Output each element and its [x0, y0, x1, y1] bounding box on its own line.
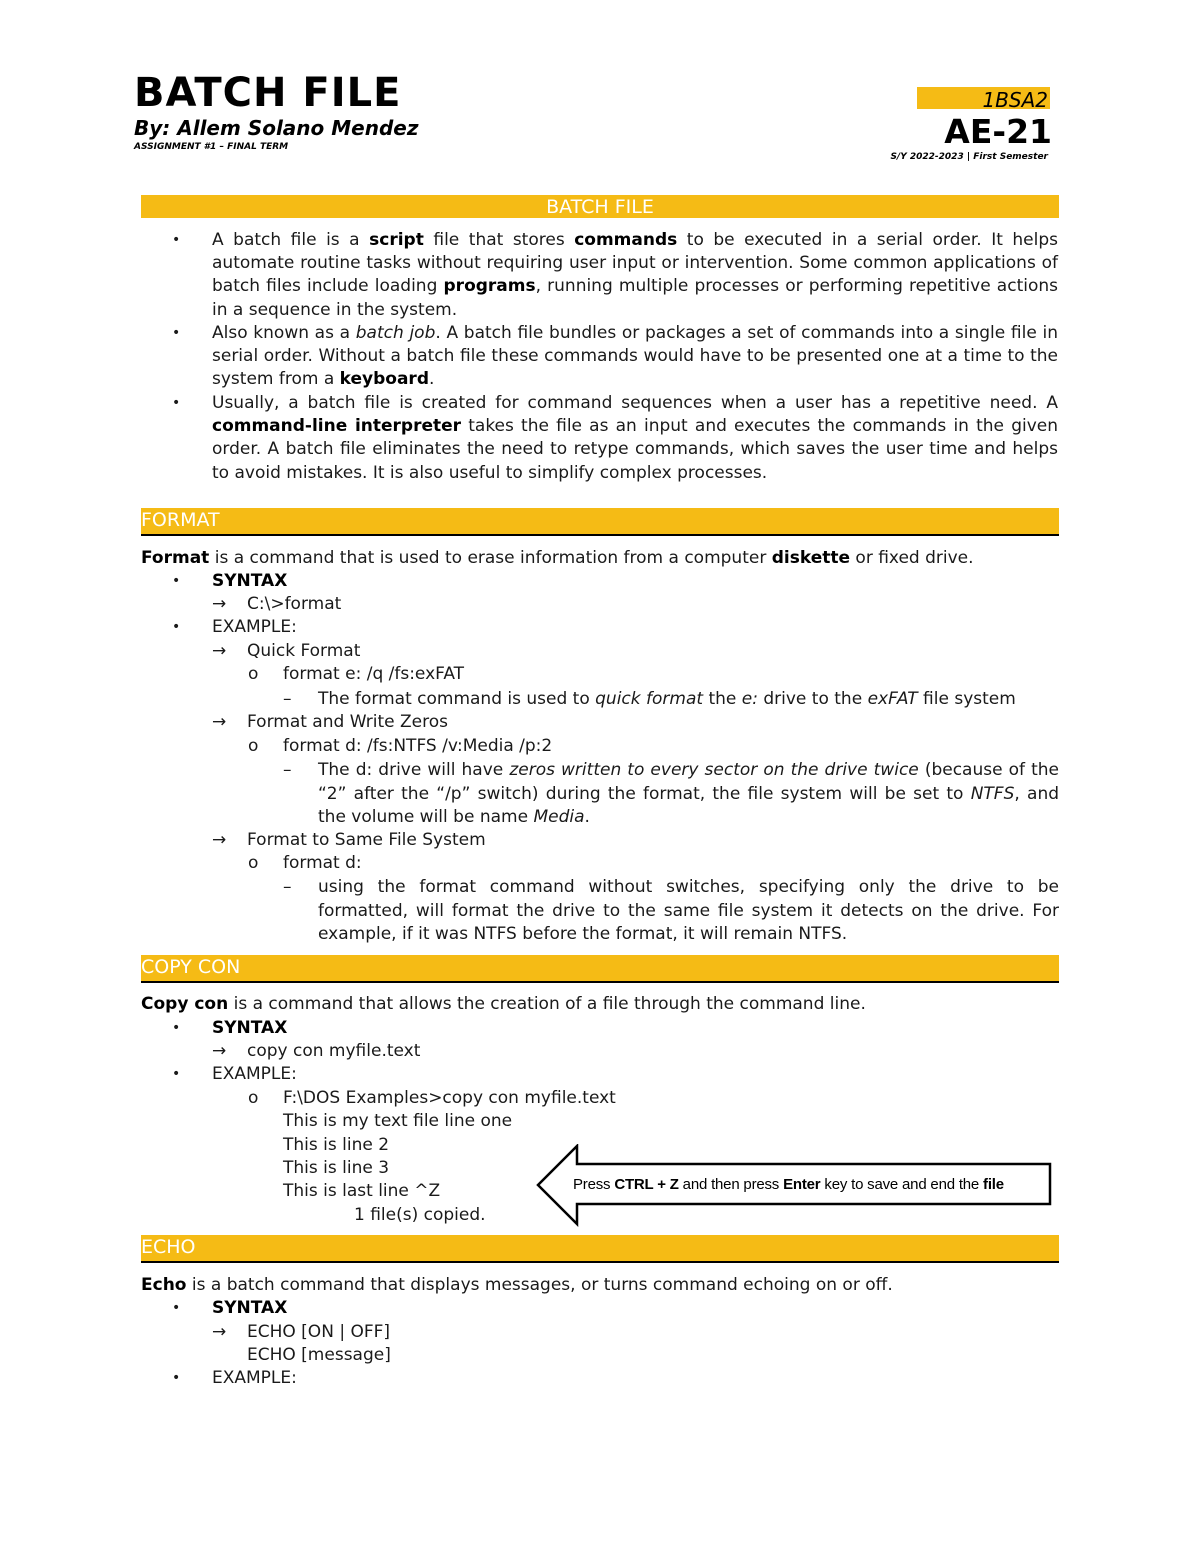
arrow-icon: →	[212, 1041, 227, 1061]
assignment-label: ASSIGNMENT #1 – FINAL TERM	[134, 142, 289, 152]
dash-icon: –	[283, 760, 292, 780]
batch-file-bullet-1: A batch file is a script file that stores commands to be executed in a serial order. It helps automate routine tasks without requiring user input or intervention. Some common applications of batch files include loading programs, running multiple processes or performing repetitive actions in a sequence in the system.	[212, 230, 1059, 320]
dash-icon: –	[283, 877, 292, 897]
arrow-icon: →	[212, 641, 227, 661]
arrow-icon: →	[212, 830, 227, 850]
circle-bullet-icon: o	[248, 664, 259, 684]
format-example-2-description: The d: drive will have zeros written to every sector on the drive twice (because of the “2” after the “/p” switch) during the format, the file system will be set to NTFS, and the volume will be name Media.	[318, 760, 1060, 827]
format-example-label: EXAMPLE:	[212, 617, 297, 637]
echo-syntax-2: ECHO [message]	[247, 1345, 391, 1365]
bullet-icon: •	[172, 232, 181, 248]
bullet-icon: •	[172, 325, 181, 341]
copy-con-example-label: EXAMPLE:	[212, 1064, 297, 1084]
copy-con-line: This is last line ^Z	[283, 1181, 441, 1201]
echo-syntax-label: SYNTAX	[212, 1298, 288, 1318]
author-line: By: Allem Solano Mendez	[134, 116, 419, 140]
course-code: AE-21	[944, 112, 1052, 151]
format-example-1-command: format e: /q /fs:exFAT	[283, 664, 465, 684]
bullet-icon: •	[172, 1066, 181, 1082]
format-example-3-command: format d:	[283, 853, 362, 873]
copy-con-line: This is line 3	[283, 1158, 390, 1178]
format-intro: Format is a command that is used to erase information from a computer diskette or fixed drive.	[141, 548, 974, 568]
circle-bullet-icon: o	[248, 1088, 259, 1108]
document-title: BATCH FILE	[134, 70, 402, 116]
format-syntax: C:\>format	[247, 594, 342, 614]
format-example-2-command: format d: /fs:NTFS /v:Media /p:2	[283, 736, 553, 756]
circle-bullet-icon: o	[248, 853, 259, 873]
section-heading-copy-con: COPY CON	[141, 955, 1059, 983]
copy-con-syntax: copy con myfile.text	[247, 1041, 421, 1061]
copy-con-intro: Copy con is a command that allows the creation of a file through the command line.	[141, 994, 866, 1014]
batch-file-bullet-3: Usually, a batch file is created for command sequences when a user has a repetitive need. A command-line interpreter takes the file as an input and executes the commands in the given order. A batch file eliminates the need to retype commands, which saves the user time and helps to avoid mistakes. It is also useful to simplify complex processes.	[212, 393, 1058, 483]
bullet-icon: •	[172, 1370, 181, 1386]
format-example-1-description: The format command is used to quick format the e: drive to the exFAT file system	[318, 689, 1016, 709]
copy-con-result: 1 file(s) copied.	[354, 1205, 486, 1225]
bullet-icon: •	[172, 1020, 181, 1036]
copy-con-line: This is line 2	[283, 1135, 390, 1155]
bullet-icon: •	[172, 395, 181, 411]
arrow-icon: →	[212, 1322, 227, 1342]
copy-con-line: F:\DOS Examples>copy con myfile.text	[283, 1088, 616, 1108]
copy-con-line: This is my text file line one	[283, 1111, 513, 1131]
circle-bullet-icon: o	[248, 736, 259, 756]
arrow-icon: →	[212, 712, 227, 732]
format-syntax-label: SYNTAX	[212, 571, 288, 591]
bullet-icon: •	[172, 619, 181, 635]
section-heading-format: FORMAT	[141, 508, 1059, 536]
format-example-3-title: Format to Same File System	[247, 830, 486, 850]
batch-file-bullet-2: Also known as a batch job. A batch file bundles or packages a set of commands into a single file in serial order. Without a batch file these commands would have to be presented one at a time to the system from a keyboard.	[212, 323, 1058, 390]
callout-text: Press CTRL + Z and then press Enter key to save and end the file	[573, 1176, 1004, 1193]
dash-icon: –	[283, 689, 292, 709]
copy-con-syntax-label: SYNTAX	[212, 1018, 288, 1038]
school-year: S/Y 2022-2023 | First Semester	[890, 152, 1048, 162]
echo-syntax-1: ECHO [ON | OFF]	[247, 1322, 391, 1342]
section-heading-echo: ECHO	[141, 1235, 1059, 1263]
echo-example-label: EXAMPLE:	[212, 1368, 297, 1388]
section-heading-batch-file: BATCH FILE	[141, 195, 1059, 218]
bullet-icon: •	[172, 573, 181, 589]
format-example-2-title: Format and Write Zeros	[247, 712, 448, 732]
format-example-1-title: Quick Format	[247, 641, 361, 661]
bullet-icon: •	[172, 1300, 181, 1316]
arrow-icon: →	[212, 594, 227, 614]
format-example-3-description: using the format command without switches, specifying only the drive to be formatted, will format the drive to the same file system it detects on the drive. For example, if it was NTFS before the format, it will remain NTFS.	[318, 877, 1059, 944]
echo-intro: Echo is a batch command that displays messages, or turns command echoing on or off.	[141, 1275, 893, 1295]
section-code: 1BSA2	[982, 88, 1048, 112]
